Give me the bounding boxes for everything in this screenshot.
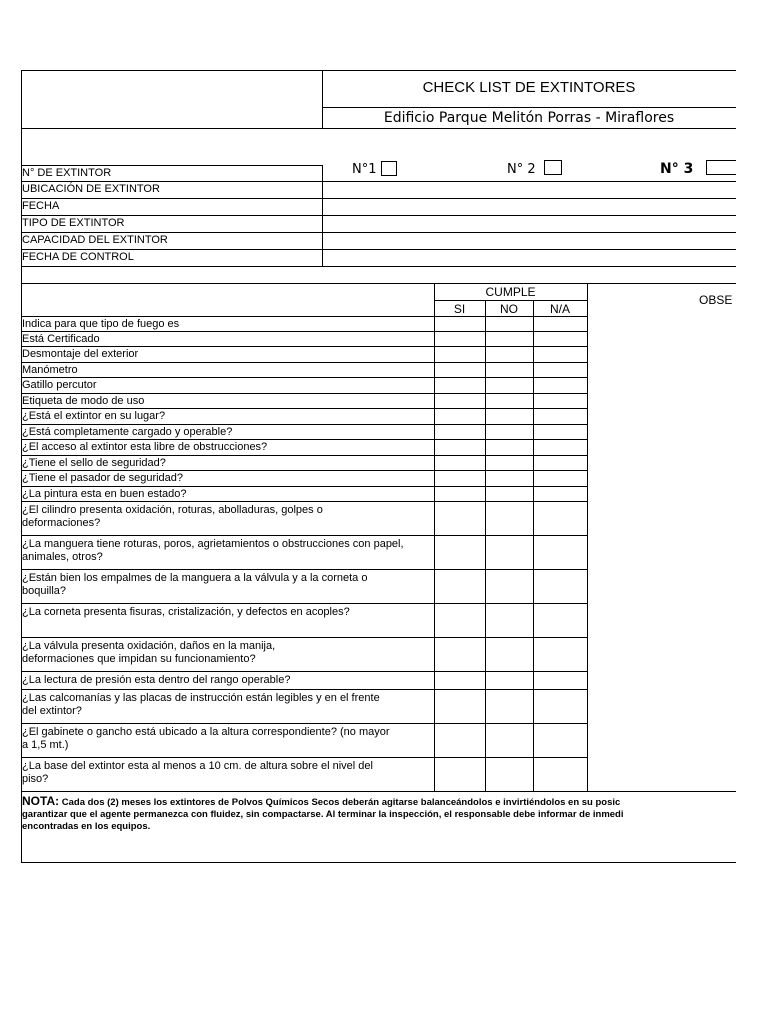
question-row: Desmontaje del exterior [22, 348, 139, 360]
nota-block [22, 795, 736, 833]
question-row: ¿Están bien los empalmes de la manguera a la válvula y a la corneta o boquilla? [22, 572, 368, 597]
question-row: Indica para que tipo de fuego es [22, 318, 180, 330]
info-label-tipo: TIPO DE EXTINTOR [22, 217, 125, 229]
info-value-tipo[interactable] [323, 216, 735, 231]
info-label-numero: N° DE EXTINTOR [22, 167, 112, 179]
nota-line-3: encontradas en los equipos. [22, 821, 151, 832]
info-label-fecha-control: FECHA DE CONTROL [22, 251, 134, 263]
extinguisher-1-label: N°1 [352, 162, 377, 177]
question-row: ¿La pintura esta en buen estado? [22, 488, 187, 500]
cumple-header: CUMPLE [485, 285, 536, 299]
extinguisher-2-checkbox[interactable] [544, 160, 562, 175]
question-row: Etiqueta de modo de uso [22, 395, 145, 407]
question-row: Gatillo percutor [22, 379, 97, 391]
info-value-capacidad[interactable] [323, 233, 735, 248]
question-row: ¿La corneta presenta fisuras, cristalización, y defectos en acoples? [22, 606, 350, 618]
extinguisher-3-label: N° 3 [660, 161, 694, 177]
question-row: ¿Tiene el sello de seguridad? [22, 457, 166, 469]
page-subtitle: Edificio Parque Melitón Porras - Miraflores [383, 110, 675, 126]
na-header: N/A [549, 302, 570, 316]
observaciones-header: OBSE [699, 293, 733, 307]
si-header: SI [453, 302, 466, 316]
no-header: NO [500, 302, 518, 316]
info-value-ubicacion[interactable] [323, 182, 735, 197]
extinguisher-3-checkbox[interactable] [706, 160, 736, 175]
nota-line-2: garantizar que el agente permanezca con fluidez, sin compactarse. Al terminar la inspección, el responsable debe informar de inmedi [22, 809, 624, 820]
nota-line-1: Cada dos (2) meses los extintores de Polvos Químicos Secos deberán agitarse balanceándolos e invirtiéndolos en su posic [59, 797, 621, 808]
question-row: ¿El cilindro presenta oxidación, roturas, abolladuras, golpes o deformaciones? [22, 504, 323, 529]
question-row: Está Certificado [22, 333, 100, 345]
nota-label: NOTA: [22, 795, 60, 808]
question-row: ¿Tiene el pasador de seguridad? [22, 472, 184, 484]
question-row: ¿Está el extintor en su lugar? [22, 410, 166, 422]
question-row: ¿El acceso al extintor esta libre de obstrucciones? [22, 441, 268, 453]
info-value-fecha-control[interactable] [323, 250, 735, 265]
question-row: Manómetro [22, 364, 78, 376]
question-row: ¿Está completamente cargado y operable? [22, 426, 233, 438]
question-row: ¿La manguera tiene roturas, poros, agrietamientos o obstrucciones con papel, animales, otros? [22, 538, 404, 563]
question-row: ¿La base del extintor esta al menos a 10 cm. de altura sobre el nivel del piso? [22, 760, 373, 785]
info-label-ubicacion: UBICACIÓN DE EXTINTOR [22, 183, 160, 195]
info-label-fecha: FECHA [22, 200, 60, 212]
question-row: ¿La lectura de presión esta dentro del rango operable? [22, 674, 291, 686]
extinguisher-1-checkbox[interactable] [381, 161, 397, 176]
extinguisher-2-label: N° 2 [507, 162, 536, 177]
question-row: ¿El gabinete o gancho está ubicado a la altura correspondiente? (no mayor a 1,5 mt.) [22, 726, 390, 751]
question-row: ¿Las calcomanías y las placas de instrucción están legibles y en el frente del extintor? [22, 692, 380, 717]
question-row: ¿La válvula presenta oxidación, daños en la manija, deformaciones que impidan su funcionamiento? [22, 640, 276, 665]
page-title: CHECK LIST DE EXTINTORES [422, 79, 636, 96]
info-value-fecha[interactable] [323, 199, 735, 214]
info-label-capacidad: CAPACIDAD DEL EXTINTOR [22, 234, 168, 246]
